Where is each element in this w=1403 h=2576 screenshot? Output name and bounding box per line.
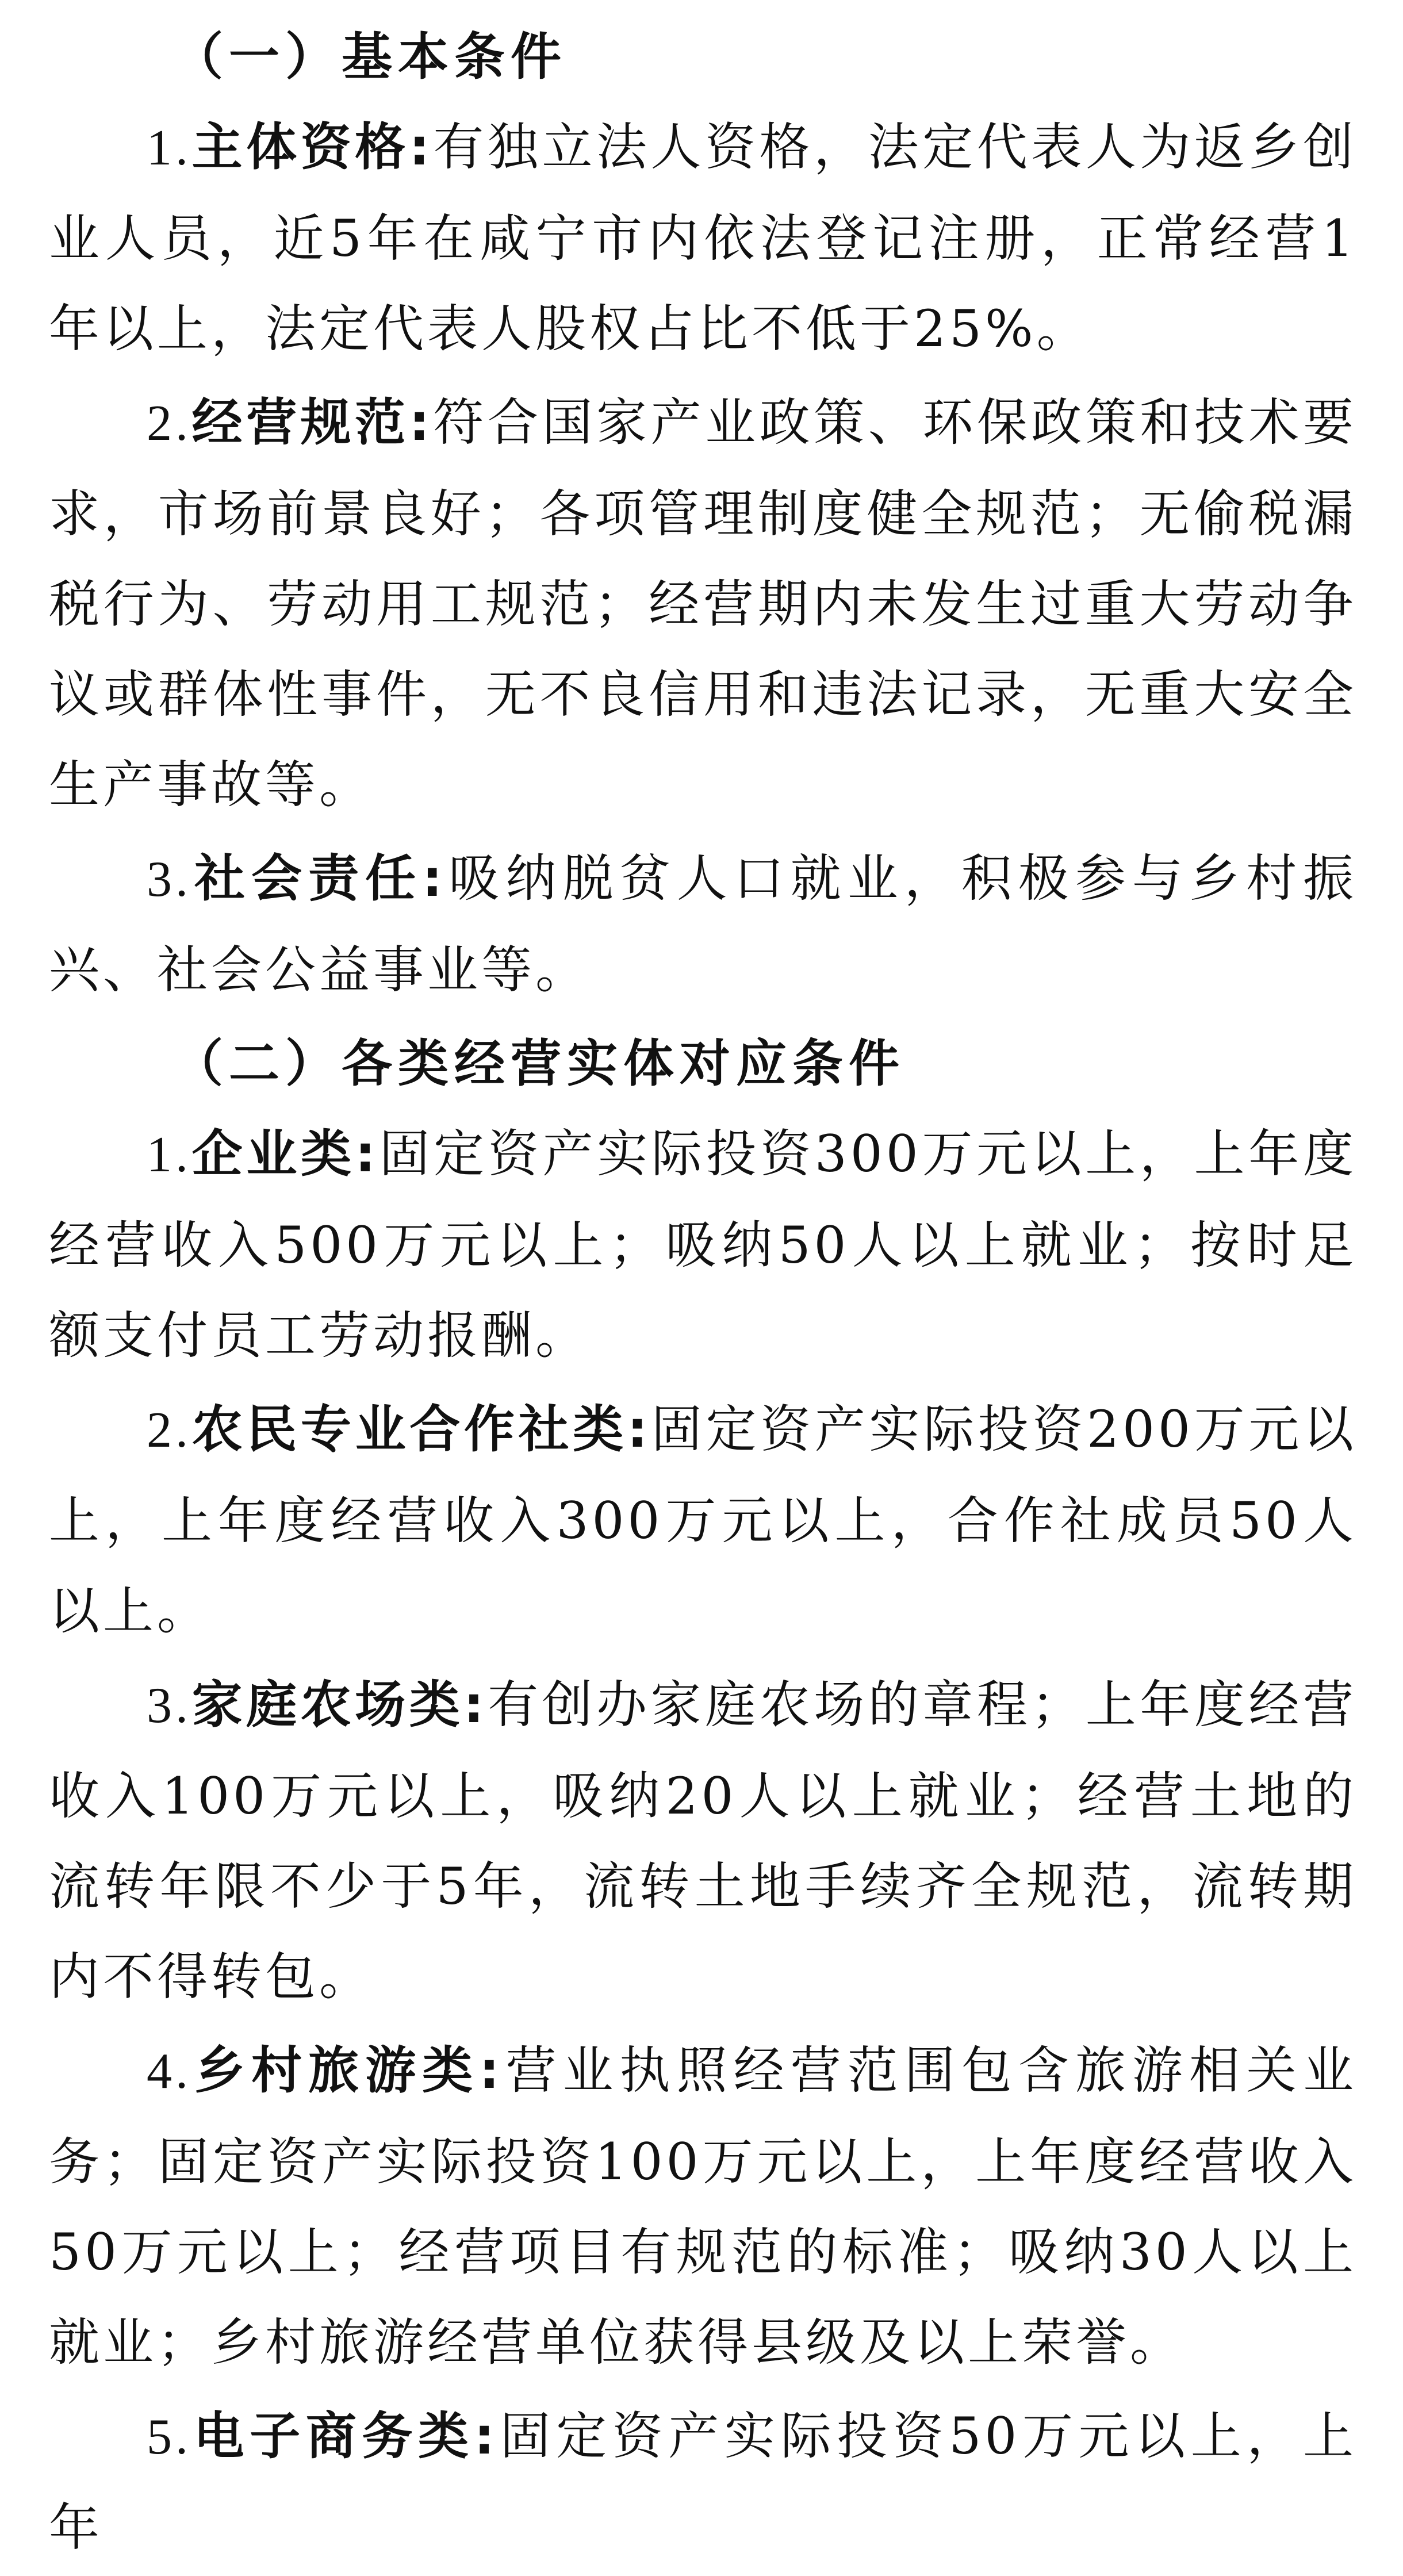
item-text: 营业执照经营范围包含旅游相关业务；固定资产实际投资100万元以上，上年度经营收入50万元以上；经营项目有规范的标准；吸纳30人以上就业；乡村旅游经营单位获得县级及以上荣誉。: [49, 2041, 1357, 2372]
document-body: [49, 12, 1357, 2576]
item-lead: 家庭农场类:: [191, 1675, 488, 1734]
section-2-item-1: [49, 1109, 1357, 1381]
item-lead: 主体资格:: [191, 117, 433, 177]
item-text: 固定资产实际投资300万元以上，上年度经营收入500万元以上；吸纳50人以上就业；按时足额支付员工劳动报酬。: [49, 1124, 1357, 1365]
item-lead: 乡村旅游类:: [191, 2041, 503, 2100]
item-text: 有独立法人资格，法定代表人为返乡创业人员，近5年在咸宁市内依法登记注册，正常经营1年以上，法定代表人股权占比不低于25%。: [49, 117, 1357, 358]
section-2-heading: （二）各类经营实体对应条件: [172, 1033, 906, 1093]
item-number: 5.: [147, 2409, 191, 2465]
item-number: 3.: [147, 1678, 191, 1734]
item-text: 有创办家庭农场的章程；上年度经营收入100万元以上，吸纳20人以上就业；经营土地的流转年限不少于5年，流转土地手续齐全规范，流转期内不得转包。: [49, 1675, 1357, 2006]
item-number: 1.: [147, 120, 191, 176]
item-number: 2.: [147, 396, 191, 451]
item-number: 3.: [147, 852, 191, 907]
item-number: 4.: [147, 2044, 191, 2099]
item-lead: 电子商务类:: [191, 2406, 498, 2466]
item-text: 吸纳脱贫人口就业，积极参与乡村振兴、社会公益事业等。: [49, 849, 1357, 999]
item-lead: 农民专业合作社类:: [191, 1400, 651, 1459]
item-text: 符合国家产业政策、环保政策和技术要求，市场前景良好；各项管理制度健全规范；无偷税漏税行为、劳动用工规范；经营期内未发生过重大劳动争议或群体性事件，无不良信用和违法记录，无重大安全生产事故等。: [49, 393, 1357, 814]
section-1-item-1: [49, 102, 1357, 374]
item-text: 固定资产实际投资200万元以上，上年度经营收入300万元以上，合作社成员50人以上。: [49, 1400, 1357, 1640]
item-number: 2.: [147, 1402, 191, 1458]
item-text: 固定资产实际投资50万元以上，上年: [49, 2406, 1357, 2557]
section-2-item-5: [49, 2391, 1357, 2573]
item-lead: 经营规范:: [191, 393, 433, 452]
item-number: 1.: [147, 1127, 191, 1183]
item-lead: 企业类:: [191, 1124, 379, 1183]
section-1-item-3: [49, 833, 1357, 1015]
section-2-item-4: [49, 2025, 1357, 2387]
section-1-item-2: [49, 377, 1357, 830]
section-2-item-2: [49, 1384, 1357, 1656]
section-1-heading: （一）基本条件: [172, 26, 568, 86]
item-lead: 社会责任:: [191, 849, 446, 908]
section-2-item-3: [49, 1659, 1357, 2022]
